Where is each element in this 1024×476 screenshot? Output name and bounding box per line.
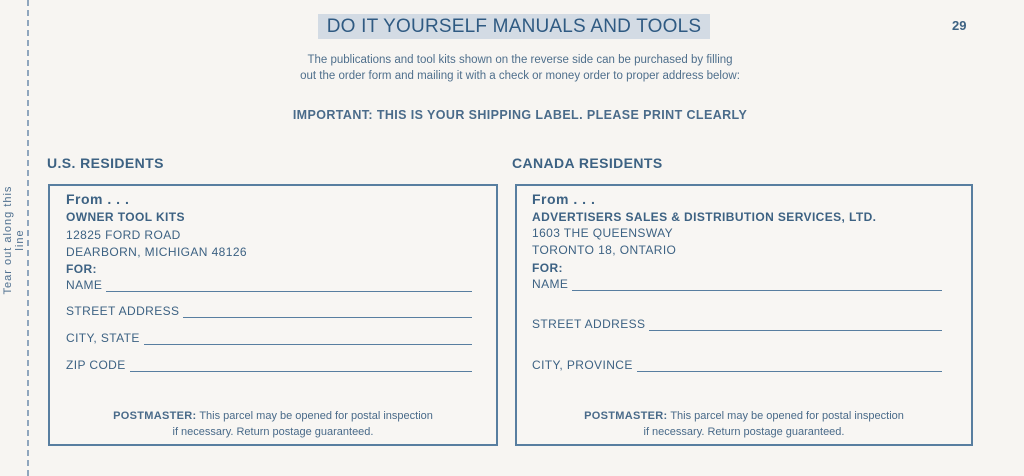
intro-line-2: out the order form and mailing it with a check or money order to proper address below: — [300, 70, 740, 82]
us-for-label: FOR: — [66, 262, 97, 276]
intro-line-1: The publications and tool kits shown on the reverse side can be purchased by filling — [307, 54, 733, 66]
canada-company-name: ADVERTISERS SALES & DISTRIBUTION SERVICES, LTD. — [532, 210, 877, 224]
canada-residents-heading: CANADA RESIDENTS — [512, 155, 663, 171]
us-residents-heading: U.S. RESIDENTS — [47, 155, 164, 171]
canada-street-field[interactable] — [532, 317, 942, 331]
canada-name-field[interactable] — [532, 277, 942, 291]
canada-city: TORONTO 18, ONTARIO — [532, 243, 677, 257]
us-postmaster-line-1: This parcel may be opened for postal inspection — [199, 410, 433, 422]
canada-shipping-label — [515, 184, 973, 446]
important-notice: IMPORTANT: THIS IS YOUR SHIPPING LABEL. PLEASE PRINT CLEARLY — [292, 108, 748, 122]
us-street-line — [183, 316, 472, 318]
us-company-name: OWNER TOOL KITS — [66, 210, 185, 224]
canada-name-line — [572, 289, 942, 291]
canada-postmaster-label: POSTMASTER: — [584, 410, 668, 422]
us-city: DEARBORN, MICHIGAN 48126 — [66, 245, 247, 259]
page-title: DO IT YOURSELF MANUALS AND TOOLS — [318, 14, 710, 39]
us-city-line — [144, 343, 472, 345]
us-street-label: STREET ADDRESS — [66, 304, 180, 318]
canada-name-label: NAME — [532, 277, 569, 291]
canada-street-label: STREET ADDRESS — [532, 317, 646, 331]
canada-from-label: From . . . — [532, 191, 596, 207]
us-zip-line — [130, 370, 472, 372]
page-number: 29 — [952, 18, 967, 33]
us-city-label: CITY, STATE — [66, 331, 140, 345]
tear-line — [27, 0, 29, 476]
us-name-field[interactable] — [66, 278, 472, 292]
canada-postmaster-note — [527, 408, 961, 440]
canada-street: 1603 THE QUEENSWAY — [532, 226, 674, 240]
us-zip-label: ZIP CODE — [66, 358, 126, 372]
us-postmaster-label: POSTMASTER: — [113, 410, 197, 422]
us-name-line — [106, 290, 472, 292]
tear-line-label: Tear out along this line — [2, 185, 26, 295]
canada-postmaster-line-2: if necessary. Return postage guaranteed. — [643, 426, 845, 438]
us-city-field[interactable] — [66, 331, 472, 345]
canada-city-line — [637, 370, 942, 372]
canada-street-line — [649, 329, 942, 331]
canada-postmaster-line-1: This parcel may be opened for postal inspection — [670, 410, 904, 422]
us-zip-field[interactable] — [66, 358, 472, 372]
canada-for-label: FOR: — [532, 261, 563, 275]
us-shipping-label — [48, 184, 498, 446]
intro-text — [220, 52, 820, 84]
us-street: 12825 FORD ROAD — [66, 228, 181, 242]
us-name-label: NAME — [66, 278, 103, 292]
us-postmaster-line-2: if necessary. Return postage guaranteed. — [172, 426, 374, 438]
canada-city-label: CITY, PROVINCE — [532, 358, 633, 372]
canada-city-field[interactable] — [532, 358, 942, 372]
us-postmaster-note — [60, 408, 486, 440]
us-from-label: From . . . — [66, 191, 130, 207]
us-street-field[interactable] — [66, 304, 472, 318]
